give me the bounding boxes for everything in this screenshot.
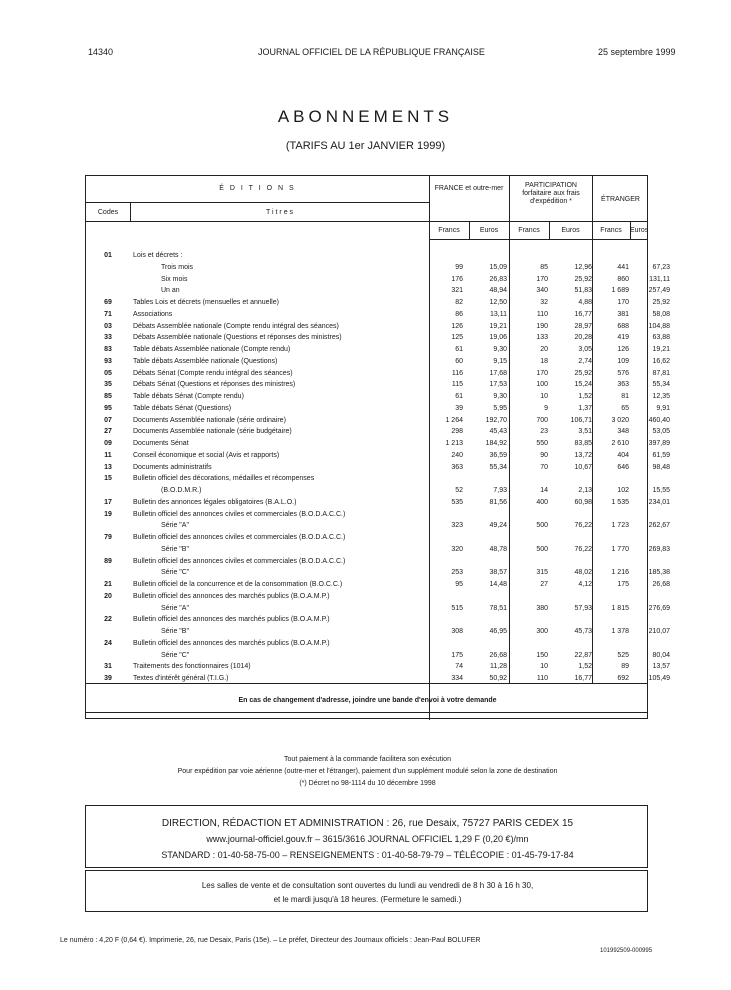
row-title: Bulletin officiel des annonces des marchés publics (B.O.A.M.P.)	[133, 616, 330, 624]
contact-box	[85, 805, 648, 868]
row-value: 550	[536, 440, 548, 447]
row-value: 13,72	[574, 451, 592, 459]
row-value: 45,73	[574, 628, 592, 635]
row-value: 441	[617, 263, 629, 271]
row-value: 192,70	[485, 416, 507, 424]
row-value: 13,57	[652, 663, 670, 671]
row-value: 500	[536, 522, 548, 530]
row-value: 397,89	[648, 440, 670, 447]
footer-numero: Le numéro : 4,20 F (0,64 €). Imprimerie, 26, rue Desaix, Paris (15e). – Le préfet, Directeur des Journaux officiels : Jean-Paul BOLUFER	[60, 937, 481, 944]
subheader-euros: Euros	[561, 227, 580, 234]
journal-name: JOURNAL OFFICIEL DE LA RÉPUBLIQUE FRANÇAISE	[258, 47, 485, 57]
row-value: 1 213	[445, 440, 463, 447]
row-value: 48,78	[489, 545, 507, 553]
row-value: 176	[451, 275, 463, 283]
row-value: 61	[455, 393, 463, 400]
row-value: 26,68	[489, 651, 507, 659]
row-value: 300	[536, 628, 548, 635]
address-change-note: En cas de changement d'adresse, joindre une bande d'envoi à votre demande	[238, 697, 497, 704]
row-value: 48,94	[489, 287, 507, 295]
row-value: 36,59	[489, 451, 507, 459]
row-value: 323	[451, 522, 463, 530]
row-value: 48,02	[574, 569, 592, 577]
row-value: 1 535	[611, 498, 629, 506]
row-value: 38,57	[489, 569, 507, 577]
row-code: 27	[104, 428, 112, 436]
editions-header: É D I T I O N S	[219, 185, 296, 192]
row-code: 09	[104, 440, 112, 447]
row-title: Table débats Sénat (Compte rendu)	[133, 393, 244, 400]
subheader-euros: Euros	[479, 227, 499, 234]
row-value: 400	[536, 498, 548, 506]
row-value: 419	[617, 334, 629, 342]
row-value: 4,88	[578, 299, 592, 306]
row-value: 16,77	[574, 310, 592, 318]
row-value: 12,96	[574, 263, 592, 271]
row-value: 58,08	[652, 310, 670, 318]
row-value: 99	[455, 263, 463, 271]
row-value: 9,15	[493, 357, 507, 365]
row-value: 298	[451, 428, 463, 436]
row-value: 126	[617, 346, 629, 353]
row-value: 116	[451, 369, 463, 377]
sales-hours-line1: Les salles de vente et de consultation sont ouvertes du lundi au vendredi de 8 h 30 à 16 h 30,	[201, 881, 534, 890]
row-value: 52	[455, 487, 463, 494]
row-value: 1,37	[578, 404, 592, 412]
row-title: Bulletin officiel des annonces civiles et commerciales (B.O.D.A.C.C.)	[133, 534, 346, 541]
row-value: 102	[617, 487, 629, 494]
row-value: 85	[540, 263, 548, 271]
row-value: 525	[617, 651, 629, 659]
row-value: 10	[540, 663, 548, 671]
row-value: 253	[451, 569, 463, 577]
row-value: 67,23	[652, 263, 670, 271]
row-title: Table débats Assemblée nationale (Questions)	[133, 357, 278, 365]
row-value: 2 610	[611, 440, 629, 447]
row-value: 26,68	[652, 581, 670, 588]
row-value: 9,30	[493, 346, 507, 353]
row-value: 269,83	[648, 545, 670, 553]
airmail-note: Pour expédition par voie aérienne (outre-mer et l'étranger), paiement d'un supplément modulé selon la zone de destination	[177, 768, 558, 775]
row-title: Documents Sénat	[133, 440, 189, 447]
row-value: 81	[621, 393, 629, 400]
row-value: 27	[540, 581, 548, 588]
row-value: 49,24	[489, 522, 507, 530]
row-value: 110	[536, 310, 548, 318]
page-subtitle: (TARIFS AU 1er JANVIER 1999)	[285, 140, 446, 152]
row-value: 3,51	[578, 428, 592, 436]
row-value: 1 264	[445, 416, 463, 424]
row-value: 65	[621, 404, 629, 412]
row-value: 11,28	[490, 663, 507, 671]
row-value: 126	[451, 322, 463, 330]
row-value: 25,92	[574, 369, 592, 377]
row-code: 31	[104, 663, 112, 671]
row-value: 320	[451, 545, 463, 553]
row-code: 20	[104, 592, 112, 600]
row-value: 234,01	[648, 498, 670, 506]
row-value: 15,55	[652, 487, 670, 494]
row-value: 53,05	[652, 428, 670, 436]
row-value: 22,87	[574, 651, 592, 659]
row-value: 500	[536, 545, 548, 553]
payment-note: Tout paiement à la commande facilitera son exécution	[284, 756, 451, 763]
row-value: 12,50	[489, 299, 507, 306]
france-header: FRANCE et outre-mer	[434, 185, 504, 192]
row-title: Documents administratifs	[133, 463, 212, 471]
sales-hours-box	[85, 870, 648, 912]
row-value: 175	[617, 581, 629, 588]
row-value: 20,28	[574, 334, 592, 342]
row-code: 71	[104, 310, 112, 318]
row-title: Bulletin des annonces légales obligatoires (B.A.L.O.)	[133, 498, 297, 506]
row-value: 104,88	[648, 322, 670, 330]
phone-numbers: STANDARD : 01-40-58-75-00 – RENSEIGNEMENTS : 01-40-58-79-79 – TÉLÉCOPIE : 01-45-79-17-84	[161, 850, 574, 860]
row-value: 60	[455, 357, 463, 365]
row-value: 170	[536, 275, 548, 283]
row-value: 1 378	[611, 628, 629, 635]
row-value: 16,62	[652, 357, 670, 365]
row-value: 1 689	[611, 287, 629, 295]
row-value: 3,05	[578, 346, 592, 353]
row-value: 63,88	[652, 334, 670, 342]
row-value: 381	[617, 310, 629, 318]
row-value: 15,24	[574, 381, 592, 389]
row-value: 82	[455, 299, 463, 306]
row-value: 86	[455, 310, 463, 318]
row-value: 380	[536, 604, 548, 612]
row-value: 32	[540, 299, 548, 306]
row-code: 93	[104, 357, 112, 365]
row-value: 860	[617, 275, 629, 283]
row-title: Débats Assemblée nationale (Questions et réponses des ministres)	[133, 334, 342, 342]
row-value: 83,85	[574, 440, 592, 447]
row-code: 85	[104, 393, 112, 400]
row-value: 515	[451, 604, 463, 612]
row-value: 9,30	[493, 393, 507, 400]
row-value: 76,22	[574, 522, 592, 530]
row-title: Associations	[133, 310, 173, 318]
row-code: 21	[104, 581, 112, 588]
row-title: Débats Sénat (Compte rendu intégral des séances)	[133, 369, 293, 377]
row-title: Bulletin officiel des annonces des marchés publics (B.O.A.M.P.)	[133, 639, 330, 647]
row-title: Série "A"	[161, 604, 189, 612]
row-value: 348	[617, 428, 629, 436]
row-code: 24	[104, 639, 112, 647]
row-value: 26,83	[489, 275, 507, 283]
row-code: 05	[104, 369, 112, 377]
row-value: 70	[540, 463, 548, 471]
row-value: 9,91	[656, 404, 670, 412]
row-value: 50,92	[489, 675, 507, 682]
page-title: ABONNEMENTS	[277, 107, 454, 126]
row-code: 89	[104, 557, 112, 565]
row-value: 262,67	[648, 522, 670, 530]
row-value: 13,11	[490, 310, 507, 318]
row-title: Tables Lois et décrets (mensuelles et annuelle)	[133, 299, 279, 306]
row-title: Débats Assemblée nationale (Compte rendu intégral des séances)	[133, 322, 339, 330]
row-title: Table débats Assemblée nationale (Compte rendu)	[133, 346, 291, 353]
row-code: 79	[104, 534, 112, 541]
row-value: 308	[451, 628, 463, 635]
row-value: 10,67	[574, 463, 592, 471]
row-title: Bulletin officiel des décorations, médailles et récompenses	[133, 475, 315, 483]
row-code: 17	[104, 498, 112, 506]
row-value: 1,52	[578, 393, 592, 400]
row-value: 190	[536, 322, 548, 330]
row-value: 240	[451, 451, 463, 459]
row-value: 110	[536, 675, 548, 682]
etranger-header: ÉTRANGER	[601, 196, 640, 203]
row-value: 60,98	[574, 498, 592, 506]
row-value: 61	[455, 346, 463, 353]
row-value: 14	[540, 487, 548, 494]
subscription-table	[85, 175, 670, 787]
row-value: 17,53	[489, 381, 507, 389]
row-title: Un an	[161, 287, 180, 295]
row-value: 3 020	[611, 416, 629, 424]
row-value: 170	[536, 369, 548, 377]
row-title: Six mois	[161, 275, 188, 283]
row-value: 125	[451, 334, 463, 342]
row-value: 45,43	[489, 428, 507, 436]
row-value: 185,38	[648, 569, 670, 577]
row-value: 46,95	[489, 628, 507, 635]
row-value: 18	[540, 357, 548, 365]
row-code: 03	[104, 322, 112, 330]
row-code: 39	[104, 675, 112, 682]
row-value: 115	[451, 381, 463, 389]
row-value: 150	[536, 651, 548, 659]
row-value: 14,48	[489, 581, 507, 588]
row-value: 321	[451, 287, 463, 295]
row-value: 2,13	[578, 487, 592, 494]
row-value: 81,56	[489, 498, 507, 506]
row-value: 460,40	[648, 416, 670, 424]
row-value: 535	[451, 498, 463, 506]
row-value: 5,95	[493, 404, 507, 412]
row-code: 19	[104, 510, 112, 518]
row-title: Série "C"	[161, 651, 190, 659]
row-code: 33	[104, 334, 112, 342]
row-code: 69	[104, 299, 112, 306]
row-code: 83	[104, 346, 112, 353]
page-number: 14340	[88, 47, 114, 57]
row-value: 20	[540, 346, 548, 353]
subheader-euros: Euros	[630, 227, 649, 234]
row-value: 133	[536, 334, 548, 342]
row-value: 363	[617, 381, 629, 389]
row-title: Table débats Sénat (Questions)	[133, 404, 232, 412]
row-value: 1 815	[611, 604, 629, 612]
row-title: Série "B"	[161, 545, 189, 553]
titres-header: T i t r e s	[265, 209, 294, 216]
website-line[interactable]: www.journal-officiel.gouv.fr – 3615/3616 JOURNAL OFFICIEL 1,29 F (0,20 €)/mn	[206, 834, 529, 844]
row-title: Série "B"	[161, 628, 189, 635]
row-value: 55,34	[652, 381, 670, 389]
row-value: 19,06	[489, 334, 507, 342]
row-value: 78,51	[489, 604, 507, 612]
row-value: 9	[544, 404, 548, 412]
row-value: 17,68	[489, 369, 507, 377]
row-value: 184,92	[485, 440, 507, 447]
row-value: 7,93	[493, 487, 507, 494]
row-value: 106,71	[570, 416, 592, 424]
row-title: Série "A"	[161, 522, 189, 530]
row-value: 57,93	[574, 604, 592, 612]
footer-reference: 101992509-000995	[600, 948, 653, 954]
row-value: 87,81	[652, 369, 670, 377]
row-code: 11	[104, 451, 112, 459]
row-value: 80,04	[652, 651, 670, 659]
row-value: 25,92	[652, 299, 670, 306]
row-value: 1,52	[578, 663, 592, 671]
row-value: 4,12	[578, 581, 592, 588]
row-title: Conseil économique et social (Avis et rapports)	[133, 451, 280, 459]
participation-header: PARTICIPATION forfaitaire aux frais d'expédition *	[522, 182, 580, 205]
row-value: 175	[451, 651, 463, 659]
row-value: 105,49	[648, 675, 670, 682]
row-value: 210,07	[648, 628, 670, 635]
row-title: Bulletin officiel des annonces civiles et commerciales (B.O.D.A.C.C.)	[133, 557, 346, 565]
row-value: 55,34	[489, 463, 507, 471]
row-value: 19,21	[489, 322, 507, 330]
decree-note: (*) Décret no 98-1114 du 10 décembre 1998	[299, 780, 436, 787]
row-value: 334	[451, 675, 463, 682]
row-value: 19,21	[652, 346, 670, 353]
sales-hours-line2: et le mardi jusqu'à 18 heures. (Fermeture le samedi.)	[273, 895, 462, 904]
row-value: 98,48	[652, 463, 670, 471]
row-value: 692	[617, 675, 629, 682]
row-value: 90	[540, 451, 548, 459]
row-value: 109	[617, 357, 629, 365]
row-value: 39	[455, 404, 463, 412]
row-title: Bulletin officiel de la concurrence et de la consommation (B.O.C.C.)	[133, 581, 343, 588]
row-value: 76,22	[574, 545, 592, 553]
row-code: 01	[104, 252, 112, 259]
row-value: 576	[617, 369, 629, 377]
row-value: 74	[455, 663, 463, 671]
row-value: 95	[455, 581, 463, 588]
subheader-francs: Francs	[518, 227, 540, 234]
row-code: 07	[104, 416, 112, 424]
row-value: 15,09	[489, 263, 507, 271]
row-value: 131,11	[649, 275, 670, 283]
row-title: Débats Sénat (Questions et réponses des ministres)	[133, 381, 296, 389]
row-title: Textes d'intérêt général (T.I.G.)	[133, 675, 229, 682]
row-value: 23	[540, 428, 548, 436]
row-value: 404	[617, 451, 629, 459]
row-value: 12,35	[652, 393, 670, 400]
row-value: 315	[536, 569, 548, 577]
codes-header: Codes	[97, 209, 119, 216]
row-title: Bulletin officiel des annonces civiles et commerciales (B.O.D.A.C.C.)	[133, 510, 346, 518]
row-value: 51,83	[574, 287, 592, 295]
subheader-francs: Francs	[438, 227, 460, 234]
row-value: 257,49	[648, 287, 670, 295]
direction-address: DIRECTION, RÉDACTION ET ADMINISTRATION : 26, rue Desaix, 75727 PARIS CEDEX 15	[161, 818, 574, 829]
row-value: 1 723	[611, 522, 629, 530]
row-value: 61,59	[652, 451, 670, 459]
row-value: 170	[617, 299, 629, 306]
row-value: 340	[536, 287, 548, 295]
row-title: Trois mois	[161, 263, 194, 271]
row-value: 10	[540, 393, 548, 400]
row-code: 35	[104, 381, 112, 389]
row-title: Série "C"	[161, 569, 190, 577]
row-value: 688	[617, 322, 629, 330]
row-title: Lois et décrets :	[133, 252, 183, 259]
row-code: 13	[104, 463, 112, 471]
issue-date: 25 septembre 1999	[598, 47, 676, 57]
row-value: 89	[621, 663, 629, 671]
row-value: 363	[451, 463, 463, 471]
subheader-francs: Francs	[600, 227, 622, 234]
row-title: Bulletin officiel des annonces des marchés publics (B.O.A.M.P.)	[133, 592, 330, 600]
row-value: 2,74	[578, 357, 592, 365]
row-value: 28,97	[574, 322, 592, 330]
row-value: 1 216	[611, 569, 629, 577]
row-value: 16,77	[574, 675, 592, 682]
row-value: 25,92	[574, 275, 592, 283]
row-value: 646	[617, 463, 629, 471]
row-code: 22	[104, 616, 112, 624]
row-value: 276,69	[648, 604, 670, 612]
row-value: 1 770	[611, 545, 629, 553]
row-value: 100	[536, 381, 548, 389]
row-title: (B.O.D.M.R.)	[161, 487, 202, 494]
row-title: Documents Assemblée nationale (série budgétaire)	[133, 428, 292, 436]
row-title: Documents Assemblée nationale (série ordinaire)	[133, 416, 286, 424]
row-title: Traitements des fonctionnaires (1014)	[133, 663, 251, 671]
row-code: 95	[104, 404, 112, 412]
row-code: 15	[104, 475, 112, 483]
row-value: 700	[536, 416, 548, 424]
